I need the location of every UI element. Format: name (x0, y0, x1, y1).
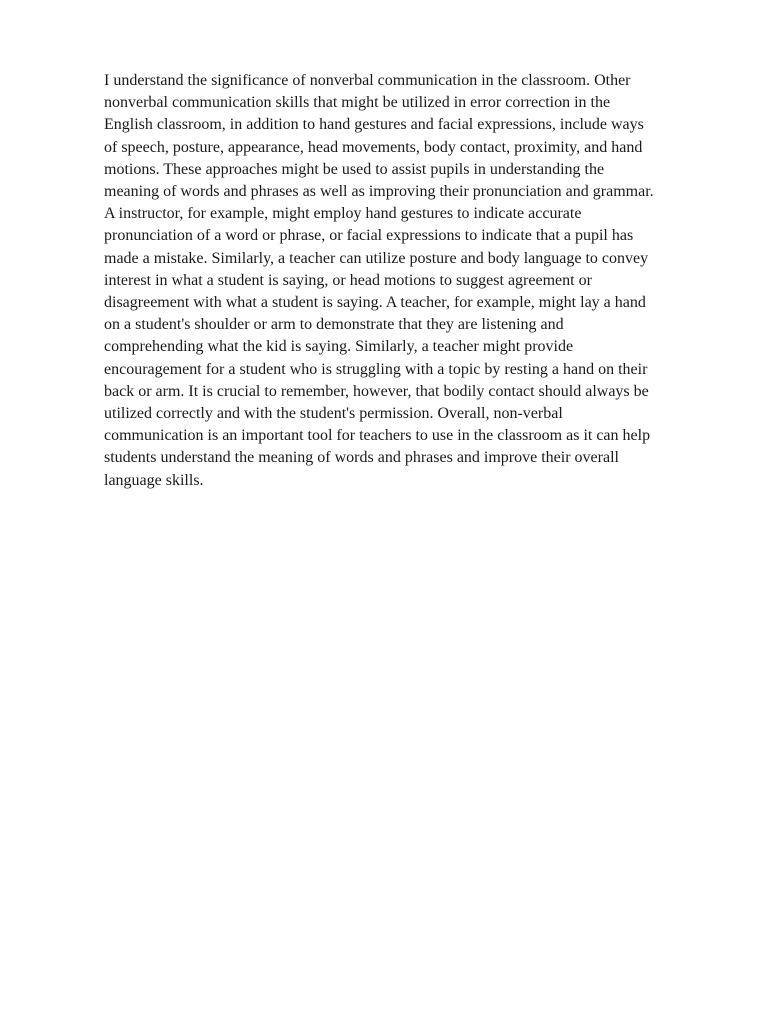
paragraph-line: nonverbal communication skills that might be utilized in error correction in the (104, 94, 611, 112)
paragraph-line: English classroom, in addition to hand gestures and facial expressions, include ways (104, 116, 644, 134)
paragraph-line: made a mistake. Similarly, a teacher can utilize posture and body language to convey (104, 249, 649, 267)
paragraph-line: back or arm. It is crucial to remember, however, that bodily contact should always be (104, 382, 649, 400)
paragraph-line: communication is an important tool for teachers to use in the classroom as it can help (104, 427, 651, 445)
paragraph-line: of speech, posture, appearance, head movements, body contact, proximity, and hand (104, 138, 643, 156)
paragraph-line: interest in what a student is saying, or head motions to suggest agreement or (104, 271, 592, 289)
paragraph-line: motions. These approaches might be used to assist pupils in understanding the (104, 160, 605, 178)
paragraph-line: pronunciation of a word or phrase, or facial expressions to indicate that a pupil has (104, 227, 634, 245)
paragraph-line: language skills. (104, 471, 204, 489)
paragraph-line: encouragement for a student who is struggling with a topic by resting a hand on their (104, 360, 648, 378)
paragraph-line: comprehending what the kid is saying. Similarly, a teacher might provide (104, 338, 574, 356)
paragraph-line: on a student's shoulder or arm to demonstrate that they are listening and (104, 316, 564, 334)
paragraph-line: disagreement with what a student is saying. A teacher, for example, might lay a hand (104, 294, 646, 312)
paragraph-line: A instructor, for example, might employ hand gestures to indicate accurate (104, 205, 582, 223)
paragraph-line: meaning of words and phrases as well as improving their pronunciation and grammar. (104, 183, 654, 201)
paragraph-line: I understand the significance of nonverbal communication in the classroom. Other (104, 72, 631, 89)
paragraph-line: utilized correctly and with the student's permission. Overall, non-verbal (104, 405, 563, 423)
body-paragraph (104, 70, 724, 492)
paragraph-line: students understand the meaning of words and phrases and improve their overall (104, 449, 619, 467)
